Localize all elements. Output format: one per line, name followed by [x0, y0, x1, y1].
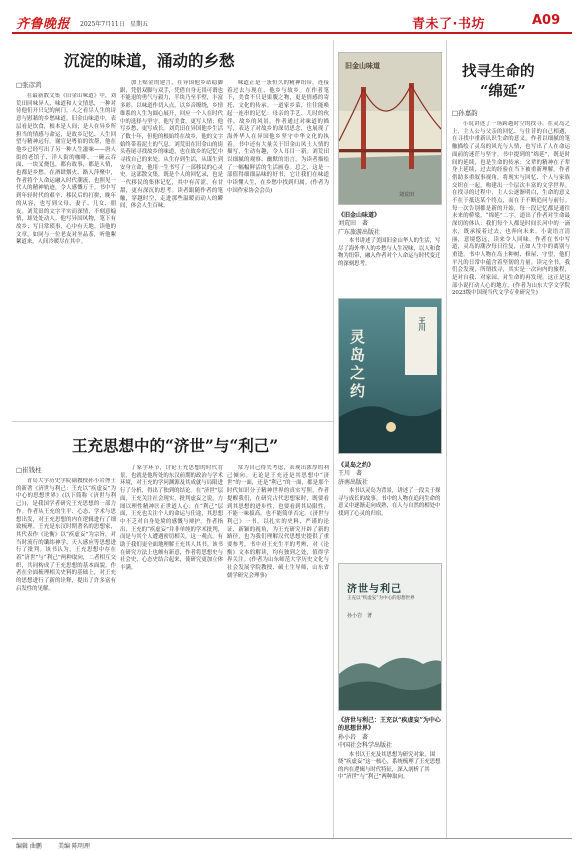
book-caption-3 — [338, 717, 442, 782]
article2-col3-text: 常为自己得失考虑，表现出浓厚的利己倾向。无论是王充还是其思想中“济世”的一面，还是“利己”的一面，都是那个时代知识分子精神世界的真实写照。作者提醒我们，在研究古代思想家时，既要看到其思想的进步性，也要看到其局限性，不能一味拔高，也不能简单否定。《济世与利己》一书，以扎实的史料、严谨的论证、新颖的视角，为王充研究开辟了新的路径，也为我们理解汉代思想史提供了重要参考。书中对王充生平的考辨、对《论衡》文本的解读，均有独到之处，值得学界关注。(作者为山东师范大学历史文化与社会发展学院教授、硕士生导师，山东省儒学研究会理事) — [227, 465, 329, 579]
book-author-2: 王川 著 — [338, 470, 363, 478]
golden-gate-bridge-illustration — [339, 53, 442, 205]
article3-title-line2: “绵延” — [480, 83, 526, 100]
column-divider — [446, 40, 447, 838]
book-desc-1: 本书讲述了美国旧金山华人的生活，写尽了海外华人的乡愁与人生况味，以人和食物为纽带，融入作者对个人命运与时代变迁的深刻思考。 — [338, 238, 441, 267]
footer-designer: 美编 陈明理 — [58, 843, 90, 850]
article1-col3-text: 味道正是一条恒久的精神纽带，连接着过去与现在、他乡与故乡。在作者笔下，美食不只是果腹之物，更是情感的寄托、文化的传承。一道家乡菜，往往能唤起一连串的记忆：母亲的手艺、儿时的伙伴、故乡的风景。作者通过对味道的描写，表达了对故乡的深切思念，也展现了海外华人在异国他乡坚守中华文化的执着。书中还有大量关于旧金山风土人情的描写，生动有趣，令人耳目一新。刘荒田以细腻的观察、幽默的语言，为读者描绘了一幅幅鲜活的生活画卷。总之，这是一部值得细细品味的好书，它让我们在味道中读懂人生，在乡愁中找到归属。(作者为中国作家协会会员) — [227, 80, 329, 194]
article2-column-2 — [120, 465, 223, 834]
footer — [0, 838, 580, 851]
book-cover-3 — [338, 563, 442, 711]
book-title-1: 《旧金山味道》 — [338, 212, 381, 219]
book-desc-3: 本书以王充及其思想为研究对象，围绕“疾虚妄”这一核心，系统梳理了王充思想的内在逻辑与时代特征，深入剖析了其中“济世”与“利己”两种取向。 — [338, 751, 441, 781]
cover-author-3: 孙小岩 著 — [347, 613, 373, 619]
article1-col1-text: 在最新散文集《旧金山味道》中，刘荒田回味异人、味道和人文情思，一种对待他们开只记的闸门，人之看尽人生的诗意与慰藉的乡愁味道，旧金山味道中，表层看是饮食，根本是人间；是人在异乡所担当的情感与命运，是故乡记忆、人生回望与精神远行。谢宣是粤伯的饮帮，他在他乡已经写出了另一种人生滋味——唐人街的老馆子、洋人街的咖啡、一碗云吞面、一块叉烧包，都有故事，都是人情，也都是乡愁。在酒肆烟火、路人萍聚中，作者将个人命运融入时代潮流，也照见一代人的精神轨迹，令人感慨万千。书中写到年轻时代的艰辛、移民后的打拼、晚年的从容，也写到父母、妻子、儿女、朋友。刘荒田的文字平实而深情，不刻意煽情，却处处动人。他写异国风物，笔下有故乡；写日常琐事，心中有天地。读他的文章，如同与一位老友对坐品茶，听他絮絮道来，人间冷暖尽在其中。 — [16, 93, 116, 246]
issue-weekday: 星期五 — [130, 21, 149, 28]
article1-column-3 — [227, 80, 329, 417]
page-number: A09 — [532, 13, 561, 28]
footer-rule — [12, 838, 572, 839]
book-author-1: 刘荒田 著 — [338, 220, 369, 228]
article2-col2-text: 了家学环节，讨论王充思想的时代背景，也就是他所处的东汉前期的政治与学术环境，对王充的学问渊源及其成就与局限进行了分析，得出了独到的结论。在“济世”层面，王充关注社会现实，批判虚妄之说，力图以理性精神匡正世道人心；在“利己”层面，王充也关注个人的命运与仕途，其思想中不乏对自身处境的感慨与辩护。作者指出，王充的“疾虚妄”并非单纯的学术批判，而是与其个人遭遇密切相关。这一观点，有助于我们更全面地理解王充其人其书。该书在研究方法上也颇有新意，作者将思想史与社会史、心态史结合起来，使研究更加立体丰满。 — [120, 465, 223, 572]
cover-title-3: 济世与利己 — [347, 584, 402, 595]
footer-editor: 编辑 曲鹏 — [16, 843, 42, 850]
book-cover-1 — [338, 52, 442, 205]
article3-byline: □孙嘉韵 — [452, 109, 478, 117]
book-publisher-3: 中国社会科学出版社 — [338, 742, 393, 750]
book-author-3: 孙小岩 著 — [338, 733, 369, 741]
article2-col1-text: 青岛大学历史学院副教授孙小岩博士的新著《济世与利己：王充以“疾虚妄”为中心的思想世界》(以下简称《济世与利己》)，是我国学者研究王充思想的一部力作。作者从王充的生平、心态、学术与思想出发，对王充思想的内在逻辑进行了细致梳理。王充是东汉时期著名的思想家，其代表作《论衡》以“疾虚妄”为宗旨，对当时流行的谶纬神学、天人感应等思想进行了批判。该书认为，王充思想中存在着“济世”与“利己”两种取向，二者相互交织，共同构成了王充思想的基本面貌。作者在全面梳理相关史料的基础上，对王充的思想进行了新的诠释，提出了许多富有启发性的见解。 — [16, 478, 116, 592]
book-publisher-1: 广东旅游出版社 — [338, 228, 381, 236]
issue-date: 2025年7月11日 — [80, 21, 125, 28]
masthead — [0, 0, 580, 36]
book-caption-2 — [338, 462, 442, 519]
book-publisher-2: 济南出版社 — [338, 478, 369, 486]
article1-title: 沉淀的味道，涌动的乡愁 — [64, 51, 235, 70]
book-caption-1 — [338, 212, 442, 269]
book-desc-2: 本书以灵岛为背景，讲述了一段关于探寻与成长的故事。书中的人物在追问生命的意义中逐渐走向成熟，在人与自然的相处中找到了心灵的归宿。 — [338, 488, 441, 517]
book-title-2: 《灵岛之约》 — [338, 462, 375, 469]
cover-author-2: 王川 — [418, 317, 427, 331]
article2-byline: □崔钱柱 — [16, 466, 42, 474]
article2-title: 王充思想中的“济世”与“利己” — [72, 436, 279, 455]
article3-title-line1: 找寻生命的 — [462, 63, 535, 80]
article3-body-text: 小说讲述了一场跨越时空的找寻。在灵岛之上，主人公与父亲的回忆、与往昔的自己相遇，在寻找中重新认识生命的意义。作者以细腻的笔触描绘了灵岛的风光与人情，也写出了人在命运面前的迷茫与坚守。书中提到的“绵延”，既是时间的延续，也是生命的传承：父辈的精神在子辈身上延续，过去的经验在当下被重新理解。作者借助多重叙事视角，将现实与回忆、个人与家族交织在一起，构建出一个层次丰富的文学世界。在找寻的过程中，主人公逐渐明白，生命的意义不在于抵达某个终点，而在于不断追问与前行。每一次告别都是新的开始，每一段记忆都是通往未来的桥梁。“绵延”二字，道出了作者对生命最深切的体认：我们每个人都是时间长河中的一滴水，既承接着过去，也奔向未来。小说语言清丽，意境悠远，读来令人回味。作者在书中写道，灵岛的潮汐每日往复，正如人生中的离别与重逢。书中人物在岛上种树、修屋、守望，他们平凡的日常中蕴含着坚韧的力量。读完全书，我们会发现，所谓找寻，其实是一次向内的旅程，是对自我、对家园、对生命的再发现。这正是这部小说打动人心的地方。(作者为山东大学文学院2023级中国现当代文学专业研究生) — [452, 121, 570, 297]
masthead-rule — [12, 32, 572, 34]
article2-column-1 — [16, 478, 116, 834]
article1-column-2 — [120, 80, 223, 417]
cover-title-1: 旧金山味道 — [345, 61, 380, 70]
article3-column — [452, 121, 570, 834]
article1-column-1 — [16, 93, 116, 417]
article-divider — [12, 421, 333, 422]
cover-subtitle-3: 王充以“疾虚妄”为中心的思想世界 — [347, 596, 415, 601]
cover-title-2: 灵岛之约 — [348, 329, 366, 401]
section-name: 青未了·书坊 — [412, 17, 485, 32]
article1-col2-text: 加上贴金的建言，在异国他乡站稳脚跟，凭借双脚与双手，凭借自身无畏可谓也不能退的勇气与毅力，半块乃至半壁，丰富多彩。以味道作切入点，以乡音缭绕，乡情维系的人生为圆心展开，回应一个人在时代中的选择与坚守。他写美食，更写人情；他写乡愁，更写成长。刘荒田在异国他乡生活了数十年，但他的根始终在故乡，他的文字始终带着泥土的气息。刘荒田在旧金山的街头巷尾寻找故乡的味道，也在故乡的记忆中寻找自己的来处。从生存到生活，从谋生到安身立命，他用一生书写了一部移民的心灵史。这部散文集，既是个人的回忆录，也是一代移民的集体记忆，其中有苦涩，有甘甜，更有深沉的思考。读者跟随作者的笔触，穿越时空，走进那些温暖而动人的瞬间，体会人生百味。 — [120, 80, 223, 210]
article1-byline: □张彦鸿 — [16, 81, 42, 89]
cover-author-1: 刘荒田 — [399, 192, 415, 198]
column-divider — [333, 40, 334, 838]
book-cover-2 — [338, 298, 442, 454]
newspaper-logo: 齐鲁晚报 — [16, 17, 71, 32]
article2-column-3 — [227, 465, 329, 834]
book-title-3: 《济世与利己：王充以“疾虚妄”为中心的思想世界》 — [338, 717, 441, 733]
